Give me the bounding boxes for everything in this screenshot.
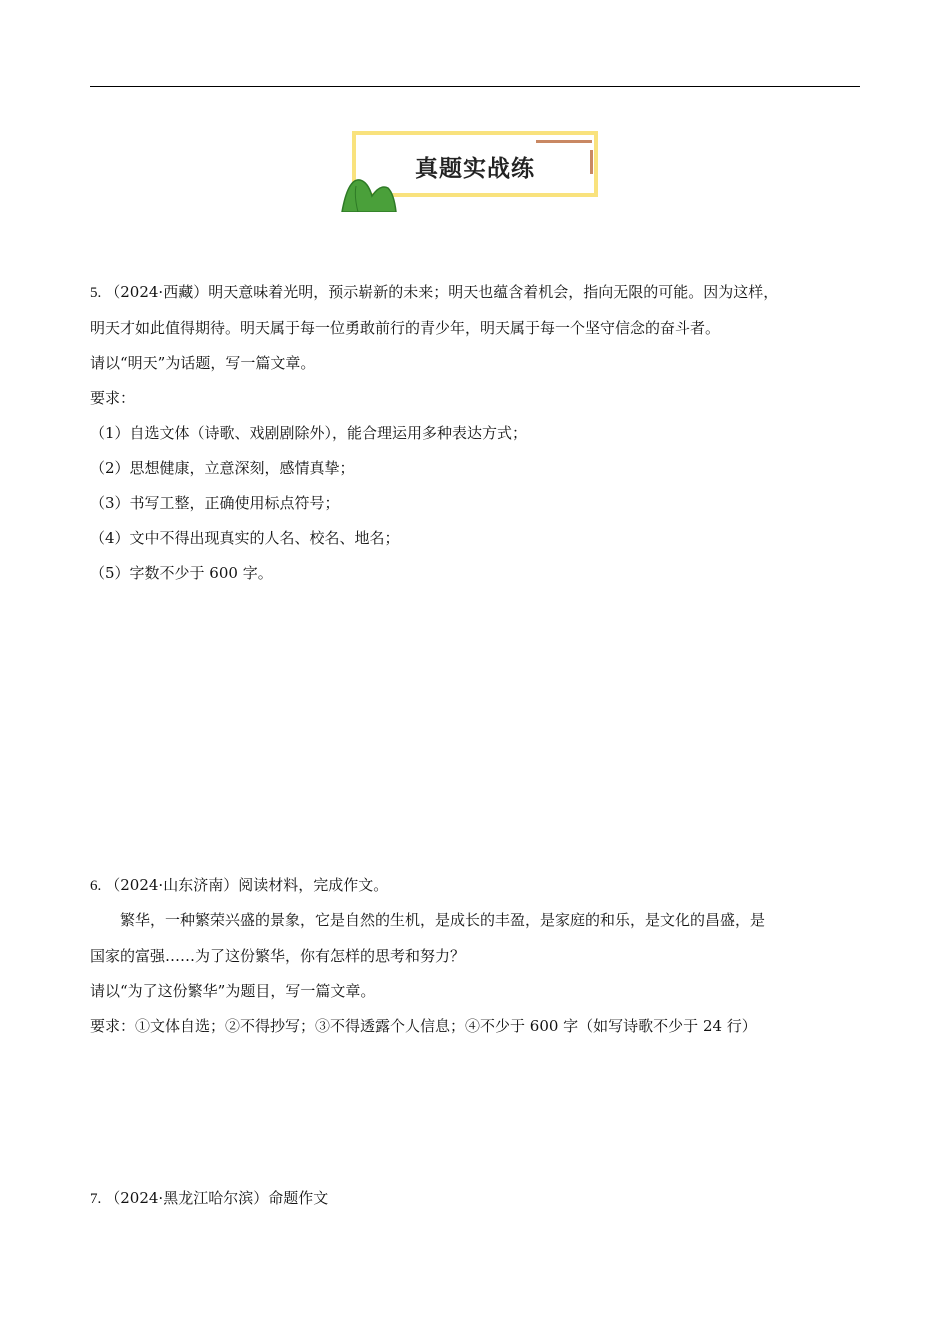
q7-source: （2024·黑龙江哈尔滨） [105,1189,269,1207]
q5-requirement-1: （1）自选文体（诗歌、戏剧剧除外），能合理运用多种表达方式； [90,424,528,442]
q5-requirement-3: （3）书写工整，正确使用标点符号； [90,494,340,512]
banner-title: 真题实战练 [415,156,535,182]
q6-material-line1: 繁华，一种繁荣兴盛的景象，它是自然的生机，是成长的丰盈，是家庭的和乐，是文化的昌盛，是 [120,911,766,929]
q5-requirement-2: （2）思想健康，立意深刻，感情真挚； [90,459,355,477]
section-banner [338,128,608,212]
q5-requirement-5: （5）字数不少于 600 字。 [90,564,273,582]
q6-prompt: 请以“为了这份繁华”为题目，写一篇文章。 [90,982,376,1000]
q6-source: （2024·山东济南） [105,876,239,894]
q6-requirements: 要求：①文体自选；②不得抄写；③不得透露个人信息；④不少于 600 字（如写诗歌不少于 24 行） [90,1017,757,1035]
q6-intro: 阅读材料，完成作文。 [238,876,389,894]
q7-header [90,1188,328,1209]
banner-accent-line [536,140,592,143]
q5-source: （2024·西藏） [105,283,209,301]
q5-stem-line2: 明天才如此值得期待。明天属于每一位勇敢前行的青少年，明天属于每一个坚守信念的奋斗者。 [90,319,721,337]
q5-header [90,282,778,303]
mountain-icon [338,172,400,212]
q7-intro: 命题作文 [268,1189,329,1207]
q6-material-line2: 国家的富强……为了这份繁华，你有怎样的思考和努力？ [90,947,466,965]
q5-number: 5. [90,285,102,301]
q5-requirements-title: 要求： [90,389,136,407]
q7-number: 7. [90,1191,102,1207]
q5-requirement-4: （4）文中不得出现真实的人名、校名、地名； [90,529,400,547]
header-rule [90,86,860,87]
q5-stem-line1: 明天意味着光明，预示崭新的未来；明天也蕴含着机会，指向无限的可能。因为这样， [208,283,779,301]
q6-header [90,875,388,896]
q6-number: 6. [90,878,102,894]
q5-prompt: 请以“明天”为话题，写一篇文章。 [90,354,316,372]
